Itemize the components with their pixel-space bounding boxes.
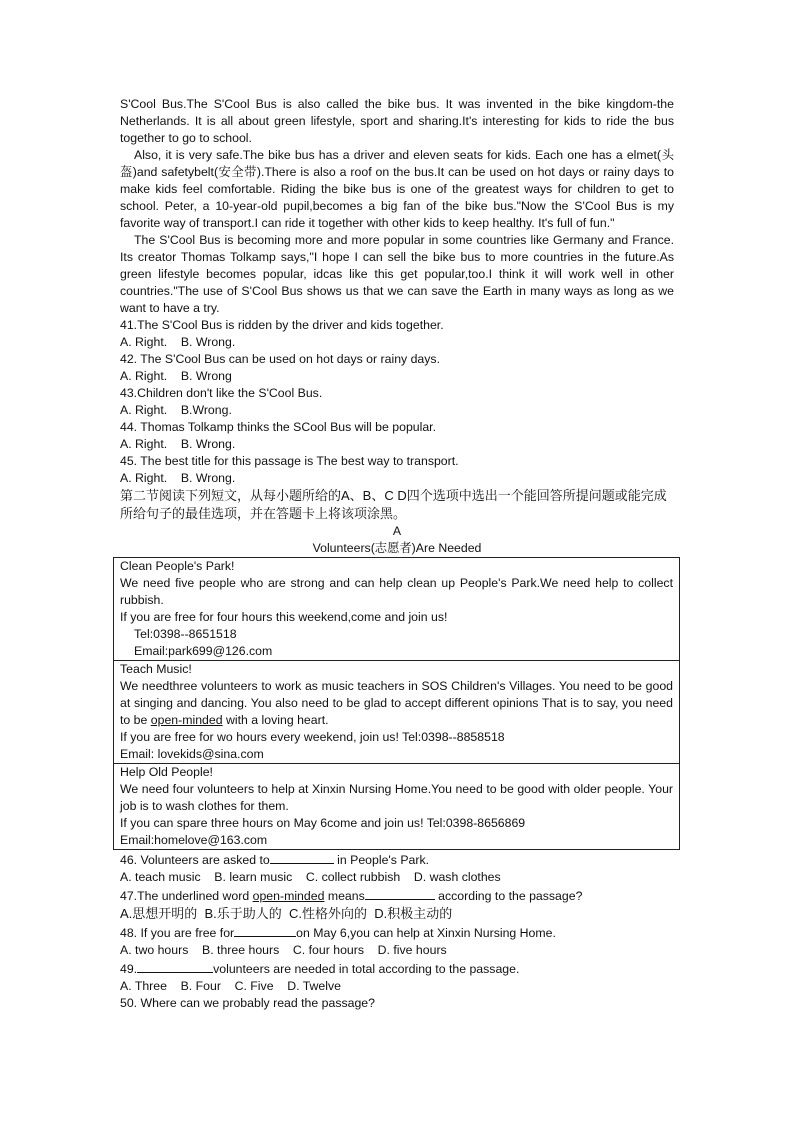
ad-tel: Tel:0398--8651518 [134, 627, 237, 641]
ad-free-time: If you are free for four hours this weekend,come and join us! [120, 610, 448, 624]
answer-blank [365, 886, 435, 900]
ad-body: We needthree volunteers to work as music teachers in SOS Children's Villages. You need to be good at singing and dancing. You also need to be glad to accept different opinions That is to say, you need to be open-minded with a loving heart. [120, 679, 673, 727]
options-43: A. Right. B.Wrong. [120, 403, 232, 417]
document-page [120, 96, 674, 1012]
question-49: 49. volunteers are needed in total according to the passage. [120, 959, 674, 978]
options-46: A. teach music B. learn music C. collect rubbish D. wash clothes [120, 870, 501, 884]
ad-email: Email:homelove@163.com [120, 833, 268, 847]
question-44: 44. Thomas Tolkamp thinks the SCool Bus will be popular. [120, 420, 437, 434]
ad-email: Email: lovekids@sina.com [120, 747, 264, 761]
passage-title: Volunteers(志愿者)Are Needed [312, 541, 482, 555]
answer-blank [137, 959, 213, 973]
ad-body: We need four volunteers to help at Xinxin Nursing Home.You need to be good with older people. Your job is to wash clothes for them. [120, 782, 673, 813]
ad-heading: Teach Music! [120, 662, 192, 676]
passage-paragraph-1: S'Cool Bus.The S'Cool Bus is also called the bike bus. It was invented in the bike kingdom-the Netherlands. It is all about green lifestyle, sport and sharing.It's interesting for kids to ride the bus together to go to school. [120, 97, 674, 145]
answer-blank [234, 923, 296, 937]
question-46: 46. Volunteers are asked to in People's Park. [120, 850, 674, 869]
ad-help-old-people [114, 764, 680, 850]
question-47: 47.The underlined word open-minded means according to the passage? [120, 886, 674, 905]
underlined-word: open-minded [150, 713, 223, 727]
passage-paragraph-2: Also, it is very safe.The bike bus has a driver and eleven seats for kids. Each one has a elmet(头盔)and safetybelt(安全带).There is also a roof on the bus.It can be used on hot days or rainy days to make kids feel comfortable. Riding the bike bus is one of the greatest ways for children to get to school. Peter, a 10-year-old pupil,becomes a big fan of the bike bus."Now the S'Cool Bus is my favorite way of transport.I can ride it together with other kids to keep healthy. It's full of fun." [120, 148, 674, 230]
options-47: A.思想开明的 B.乐于助人的 C.性格外向的 D.积极主动的 [120, 906, 453, 921]
question-43: 43.Children don't like the S'Cool Bus. [120, 386, 323, 400]
section-2-instruction: 第二节阅读下列短文，从每小题所给的A、B、C D四个选项中选出一个能回答所提问题或能完成所给句子的最佳选项，并在答题卡上将该项涂黑。 [120, 488, 667, 521]
question-42: 42. The S'Cool Bus can be used on hot days or rainy days. [120, 352, 440, 366]
ad-free-time: If you are free for wo hours every weekend, join us! Tel:0398--8858518 [120, 730, 505, 744]
question-50: 50. Where can we probably read the passage? [120, 996, 375, 1010]
question-45: 45. The best title for this passage is The best way to transport. [120, 454, 459, 468]
answer-blank [270, 850, 334, 864]
ad-body: We need five people who are strong and can help clean up People's Park.We need help to collect rubbish. [120, 576, 673, 607]
underlined-word: open-minded [252, 889, 325, 903]
question-48: 48. If you are free for on May 6,you can help at Xinxin Nursing Home. [120, 923, 674, 942]
options-44: A. Right. B. Wrong. [120, 437, 236, 451]
ad-teach-music [114, 661, 680, 764]
question-41: 41.The S'Cool Bus is ridden by the driver and kids together. [120, 318, 444, 332]
ad-clean-park [114, 558, 680, 661]
ad-free-time: If you can spare three hours on May 6come and join us! Tel:0398-8656869 [120, 816, 526, 830]
options-45: A. Right. B. Wrong. [120, 471, 236, 485]
volunteer-ads-table [113, 557, 680, 850]
options-49: A. Three B. Four C. Five D. Twelve [120, 979, 341, 993]
ad-heading: Clean People's Park! [120, 559, 235, 573]
ad-heading: Help Old People! [120, 765, 213, 779]
ad-email: Email:park699@126.com [134, 644, 273, 658]
multiple-choice-questions [120, 850, 674, 1012]
options-48: A. two hours B. three hours C. four hours D. five hours [120, 943, 447, 957]
passage-letter: A [392, 524, 402, 538]
true-false-questions [120, 317, 674, 487]
options-42: A. Right. B. Wrong [120, 369, 232, 383]
options-41: A. Right. B. Wrong. [120, 335, 236, 349]
passage-paragraph-3: The S'Cool Bus is becoming more and more popular in some countries like Germany and France. Its creator Thomas Tolkamp says,"I hope I can sell the bike bus to more countries in the future.As green lifestyle becomes popular, idcas like this get popular,too.I think it will work well in other countries."The use of S'Cool Bus shows us that we can save the Earth in many ways as long as we want to have a try. [120, 233, 674, 315]
